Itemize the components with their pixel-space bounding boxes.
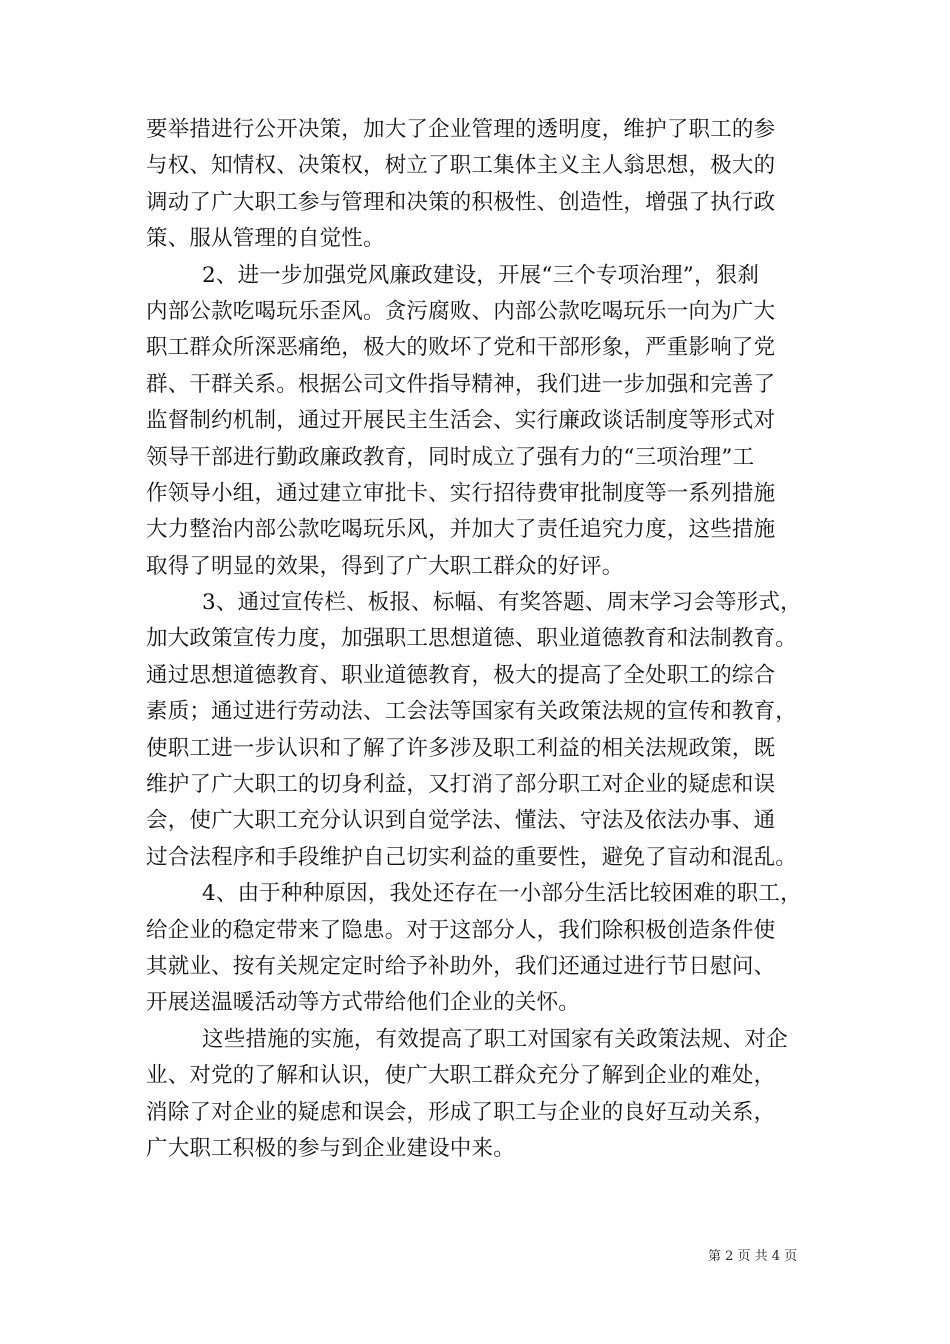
text-line: 2、进一步加强党风廉政建设，开展“三个专项治理”，狠刹 — [202, 262, 760, 288]
text-line: 业、对党的了解和认识，使广大职工群众充分了解到企业的难处， — [146, 1063, 776, 1089]
text-line: 策、服从管理的自觉性。 — [146, 226, 385, 252]
text-line: 监督制约机制，通过开展民主生活会、实行廉政谈话制度等形式对 — [146, 408, 776, 434]
text-line: 作领导小组，通过建立审批卡、实行招待费审批制度等一系列措施 — [146, 480, 776, 506]
text-line: 过合法程序和手段维护自己切实利益的重要性，避免了盲动和混乱。 — [146, 844, 798, 870]
text-line: 大力整治内部公款吃喝玩乐风，并加大了责任追究力度，这些措施 — [146, 517, 776, 543]
text-line: 要举措进行公开决策，加大了企业管理的透明度，维护了职工的参 — [146, 117, 776, 142]
text-line: 加大政策宣传力度，加强职工思想道德、职业道德教育和法制教育。 — [146, 626, 798, 652]
text-line: 给企业的稳定带来了隐患。对于这部分人，我们除积极创造条件使 — [146, 917, 776, 943]
text-line: 维护了广大职工的切身利益，又打消了部分职工对企业的疑虑和误 — [146, 772, 776, 798]
text-line: 广大职工积极的参与到企业建设中来。 — [146, 1135, 515, 1161]
text-line: 3、通过宣传栏、板报、标幅、有奖答题、周末学习会等形式， — [202, 590, 802, 616]
body-text — [146, 112, 826, 1167]
page-number-footer: 第 2 页 共 4 页 — [708, 1249, 798, 1264]
text-line: 会，使广大职工充分认识到自觉学法、懂法、守法及依法办事、通 — [146, 808, 776, 834]
text-line: 这些措施的实施，有效提高了职工对国家有关政策法规、对企 — [202, 1026, 788, 1052]
text-line: 开展送温暖活动等方式带给他们企业的关怀。 — [146, 990, 581, 1016]
text-line: 消除了对企业的疑虑和误会，形成了职工与企业的良好互动关系， — [146, 1099, 776, 1125]
text-line: 群、干群关系。根据公司文件指导精神，我们进一步加强和完善了 — [146, 371, 776, 397]
text-line: 取得了明显的效果，得到了广大职工群众的好评。 — [146, 553, 624, 579]
text-line: 4、由于种种原因，我处还存在一小部分生活比较困难的职工， — [202, 881, 802, 907]
text-line: 其就业、按有关规定定时给予补助外，我们还通过进行节日慰问、 — [146, 953, 776, 979]
text-line: 内部公款吃喝玩乐歪风。贪污腐败、内部公款吃喝玩乐一向为广大 — [146, 298, 776, 324]
text-line: 使职工进一步认识和了解了许多涉及职工利益的相关法规政策，既 — [146, 735, 776, 761]
text-line: 职工群众所深恶痛绝，极大的败坏了党和干部形象，严重影响了党 — [146, 335, 776, 361]
text-line: 调动了广大职工参与管理和决策的积极性、创造性，增强了执行政 — [146, 189, 776, 215]
text-line: 领导干部进行勤政廉政教育，同时成立了强有力的“三项治理”工 — [146, 444, 755, 470]
text-line: 与权、知情权、决策权，树立了职工集体主义主人翁思想，极大的 — [146, 153, 776, 179]
text-line: 素质；通过进行劳动法、工会法等国家有关政策法规的宣传和教育， — [146, 699, 798, 725]
text-line: 通过思想道德教育、职业道德教育，极大的提高了全处职工的综合 — [146, 662, 776, 688]
